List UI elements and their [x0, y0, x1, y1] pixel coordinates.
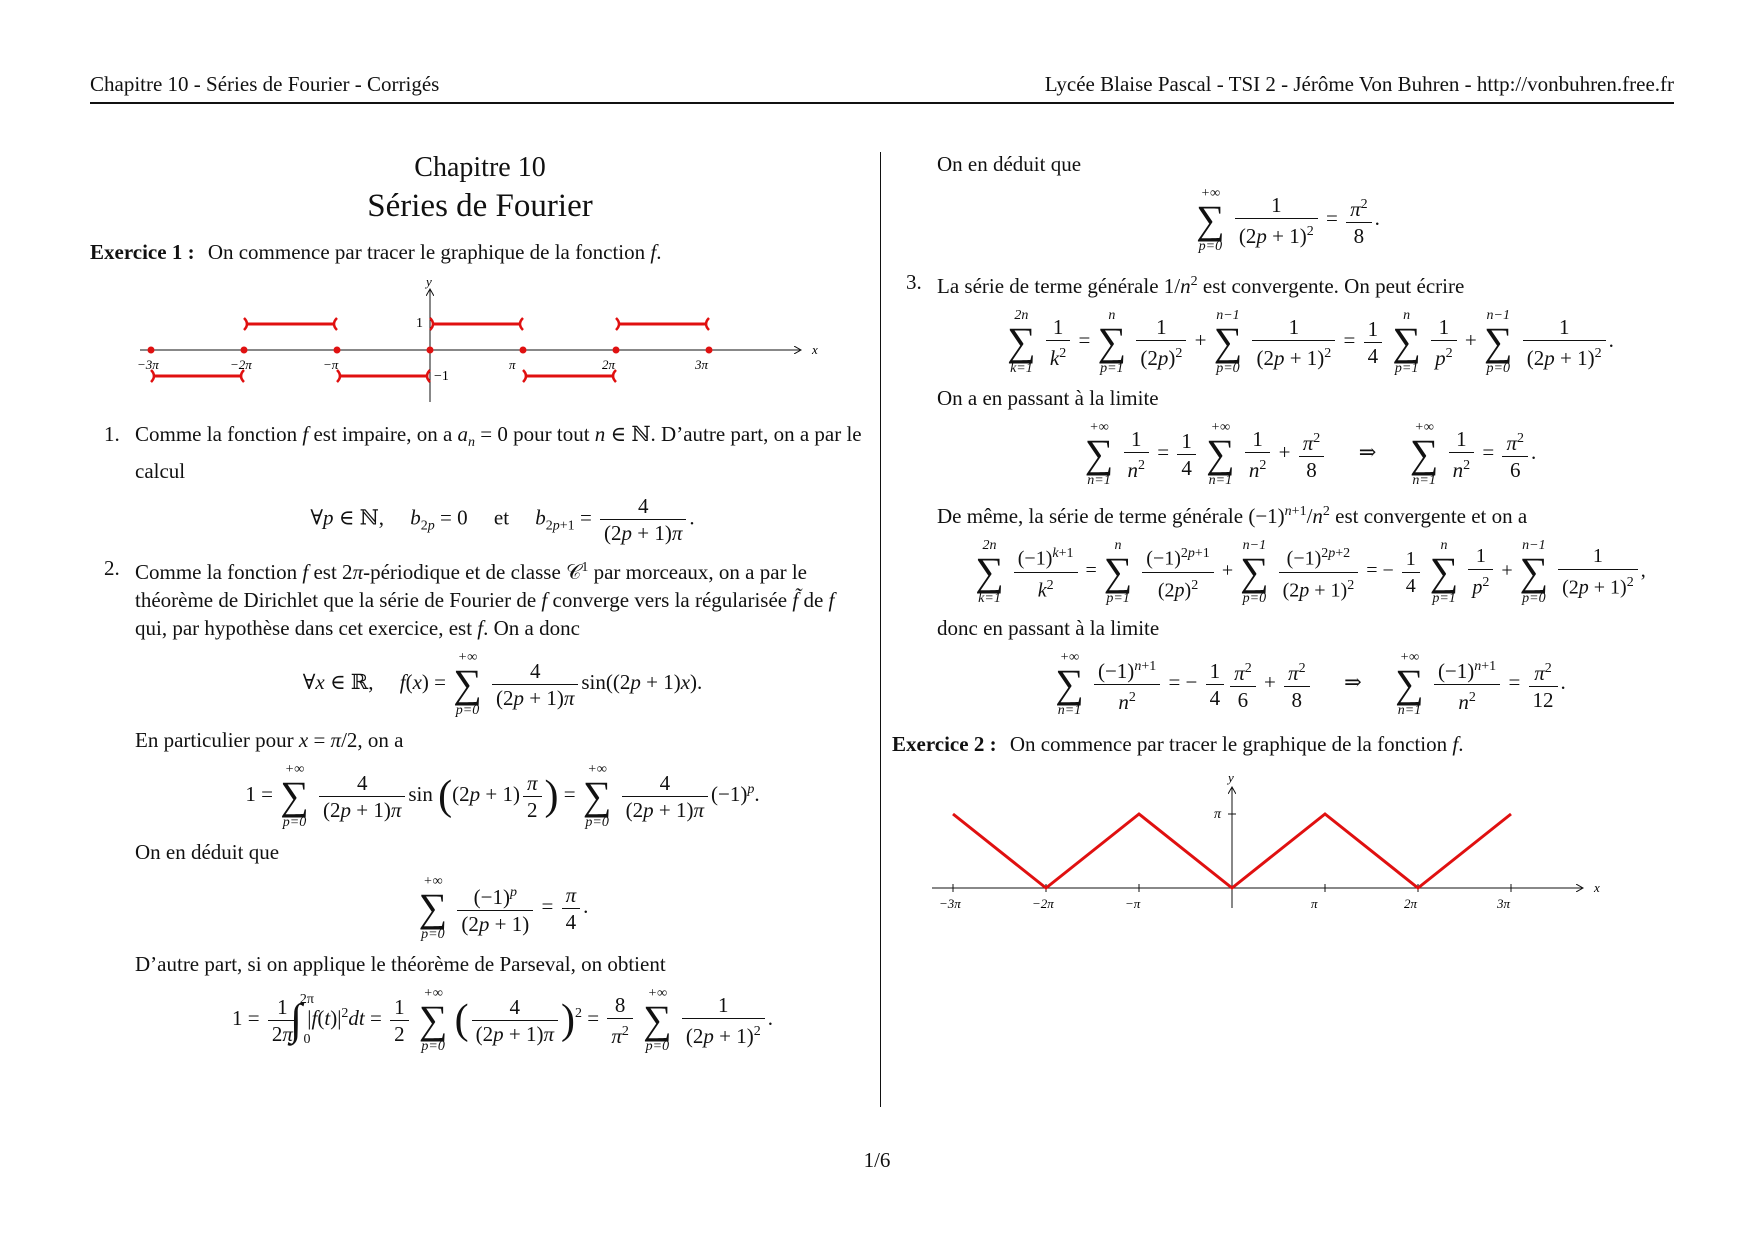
discontinuity-point	[613, 347, 620, 354]
open-bracket	[523, 370, 526, 382]
axis-y-label: y	[426, 274, 432, 289]
eq-sum-odd-squares: +∞ ∑ p=0 $\frac{1}{(2p + 1)^2}$ = $\frac{\pi^2}{8}$ .	[1196, 186, 1380, 254]
open-bracket	[520, 318, 523, 330]
graph-square-wave	[137, 272, 840, 412]
ex1-item-3: 3. La série de terme générale $1/n^2$ est convergente. On peut écrire 2n ∑ k=1 $\frac{1}{k^2}$ = n ∑ p=1 $\frac{1}{(2p)^2}$ + n−1 ∑ p=0 $\frac{1}{(2p + 1)^2}$ = $\frac{1}{4}$ n ∑ p=1 $\frac{1}{p^2}$ + n−1 ∑ p=0 $\frac{1}{(2p + 1)^2}$ . On a en passant à la limite +∞ ∑ n=1 $\frac{1}{n^2}$ = $\frac{1}{4}$ +∞ ∑ n=1 $\frac{1}{n^2}$ + $\frac{\pi^2}{8}$ ⇒ +∞ ∑ n=1 $\frac{1}{n^2}$ = $\frac{\pi^2}{6}$ . De même, la série de terme générale $(-1)^{n+1}/n^2$ est convergente et on a 2n ∑ k=1 $\frac{(-1)^{k+1}}{k^2}$ = n ∑ p=1 $\frac{(-1)^{2p+1}}{(2p)^2}$ + n−1 ∑ p=0 $\frac{(-1)^{2p+2}}{(2p + 1)^2}$ = − $\frac{1}{4}$ n ∑ p=1 $\frac{1}{p^2}$ + n−1 ∑ p=0 $\frac{1}{(2p + 1)^2}$ , donc en passant à la limite +∞ ∑ n=1 $\frac{(-1)^{n+1}}{n^2}$ = − $\frac{1}{4}$ $\frac{\pi^2}{6}$ + $\frac{\pi^2}{8}$ ⇒ +∞ ∑ n=1 $\frac{(-1)^{n+1}}{n^2}$ = $\frac{\pi^2}{12}$ .	[892, 268, 1682, 718]
x-tick-label: −π	[323, 357, 339, 372]
x-tick-label: 3π	[695, 357, 709, 372]
x-tick-label: 3π	[1497, 896, 1511, 911]
ex1-intro-text: On commence par tracer le graphique de la fonction	[207, 240, 646, 264]
open-bracket	[616, 318, 619, 330]
x-tick-label: 2π	[602, 357, 616, 372]
r-deduce: On en déduit que	[937, 152, 1082, 176]
discontinuity-point	[706, 347, 713, 354]
open-bracket	[706, 318, 709, 330]
y-tick-1: 1	[416, 316, 423, 331]
axis-x-label-2: x	[1594, 880, 1600, 895]
discontinuity-point	[148, 347, 155, 354]
ex1-label: Exercice 1 :	[90, 240, 195, 264]
ex2-label: Exercice 2 :	[892, 732, 997, 756]
x-tick-label: 2π	[1404, 896, 1418, 911]
open-bracket	[151, 370, 154, 382]
x-tick-label: −π	[1125, 896, 1141, 911]
x-tick-label: π	[509, 357, 516, 372]
header-right: Lycée Blaise Pascal - TSI 2 - Jérôme Von Buhren - http://vonbuhren.free.fr	[1044, 72, 1674, 96]
axis-x-label: x	[812, 342, 818, 357]
ex1-item-2: 2. Comme la fonction f est 2π-périodique et de classe 𝒞$^1$ par morceaux, on a par le théorème de Dirichlet que la série de Fourier de f converge vers la régularisée f̃ de f qui, par hypothèse dans cet exercice, est f. On a donc ∀x ∈ ℝ, f(x) = +∞ ∑ p=0 $\frac{4}{(2p + 1)\pi}$ sin((2p + 1)x). En particulier pour x = π/2, on a 1 = +∞ ∑ p=0 $\frac{4}{(2p + 1)\pi}$ sin ((2p + 1) $\frac{\pi}{2}$ ) = +∞ ∑ p=0 $\frac{4}{(2p + 1)\pi}$ $(-1)^p$. On en déduit que +∞ ∑ p=0 $\frac{(-1)^p}{(2p + 1)}$ = $\frac{\pi}{4}$ . D’autre part, si on applique le théorème de Parseval, on obtient 1 = $\frac{1}{2\pi}$ 2π 0 ∫ $|f(t)|^2dt$ = $\frac{1}{2}$ +∞ ∑ p=0 ( $\frac{4}{(2p + 1)\pi}$ )$^2$ = $\frac{8}{\pi^2}$ +∞ ∑ p=0 $\frac{1}{(2p + 1)^2}$ .	[104, 556, 835, 1055]
r-limit2: donc en passant à la limite	[937, 616, 1160, 640]
ex2-intro-text: On commence par tracer le graphique de la fonction	[1009, 732, 1448, 756]
open-bracket	[337, 370, 340, 382]
open-bracket	[244, 318, 247, 330]
discontinuity-point	[427, 347, 434, 354]
chapter-title: Séries de Fourier	[367, 188, 593, 224]
ex2-intro-var: f	[1452, 732, 1459, 756]
ex1-item-1: 1. Comme la fonction f est impaire, on a $a_n = 0$ pour tout n ∈ ℕ. D’autre part, on a par le calcul ∀p ∈ ℕ, $b_{2p} = 0$ et $b_{2p+1}$ = $\frac{4}{(2p + 1)\pi}$ .	[104, 422, 862, 546]
discontinuity-point	[334, 347, 341, 354]
y-tick-pi: π	[1214, 807, 1222, 822]
discontinuity-point	[520, 347, 527, 354]
x-tick-label: −3π	[137, 357, 159, 372]
x-tick-label: π	[1311, 896, 1318, 911]
open-bracket	[241, 370, 244, 382]
open-bracket	[613, 370, 616, 382]
x-tick-label: −3π	[939, 896, 961, 911]
open-bracket	[334, 318, 337, 330]
right-column	[892, 150, 1682, 918]
left-column	[90, 150, 870, 1062]
x-tick-label: −2π	[230, 357, 252, 372]
axis-y-label-2: y	[1228, 770, 1234, 785]
graph-triangle-wave	[932, 768, 1672, 918]
chapter-number: Chapitre 10	[414, 152, 546, 183]
discontinuity-point	[241, 347, 248, 354]
ex2-intro: Exercice 2 : On commence par tracer le graphique de la fonction f.	[892, 732, 1464, 756]
r-limit1: On a en passant à la limite	[937, 386, 1159, 410]
ex1-intro-var: f	[650, 240, 657, 264]
y-tick-minus1: −1	[434, 369, 449, 384]
header-rule	[90, 102, 1674, 104]
x-tick-label: −2π	[1032, 896, 1054, 911]
ex1-intro: Exercice 1 : On commence par tracer le graphique de la fonction f.	[90, 240, 662, 264]
header-left: Chapitre 10 - Séries de Fourier - Corrigés	[90, 72, 440, 96]
column-divider	[880, 152, 881, 1107]
page-number: 1/6	[863, 1148, 891, 1172]
